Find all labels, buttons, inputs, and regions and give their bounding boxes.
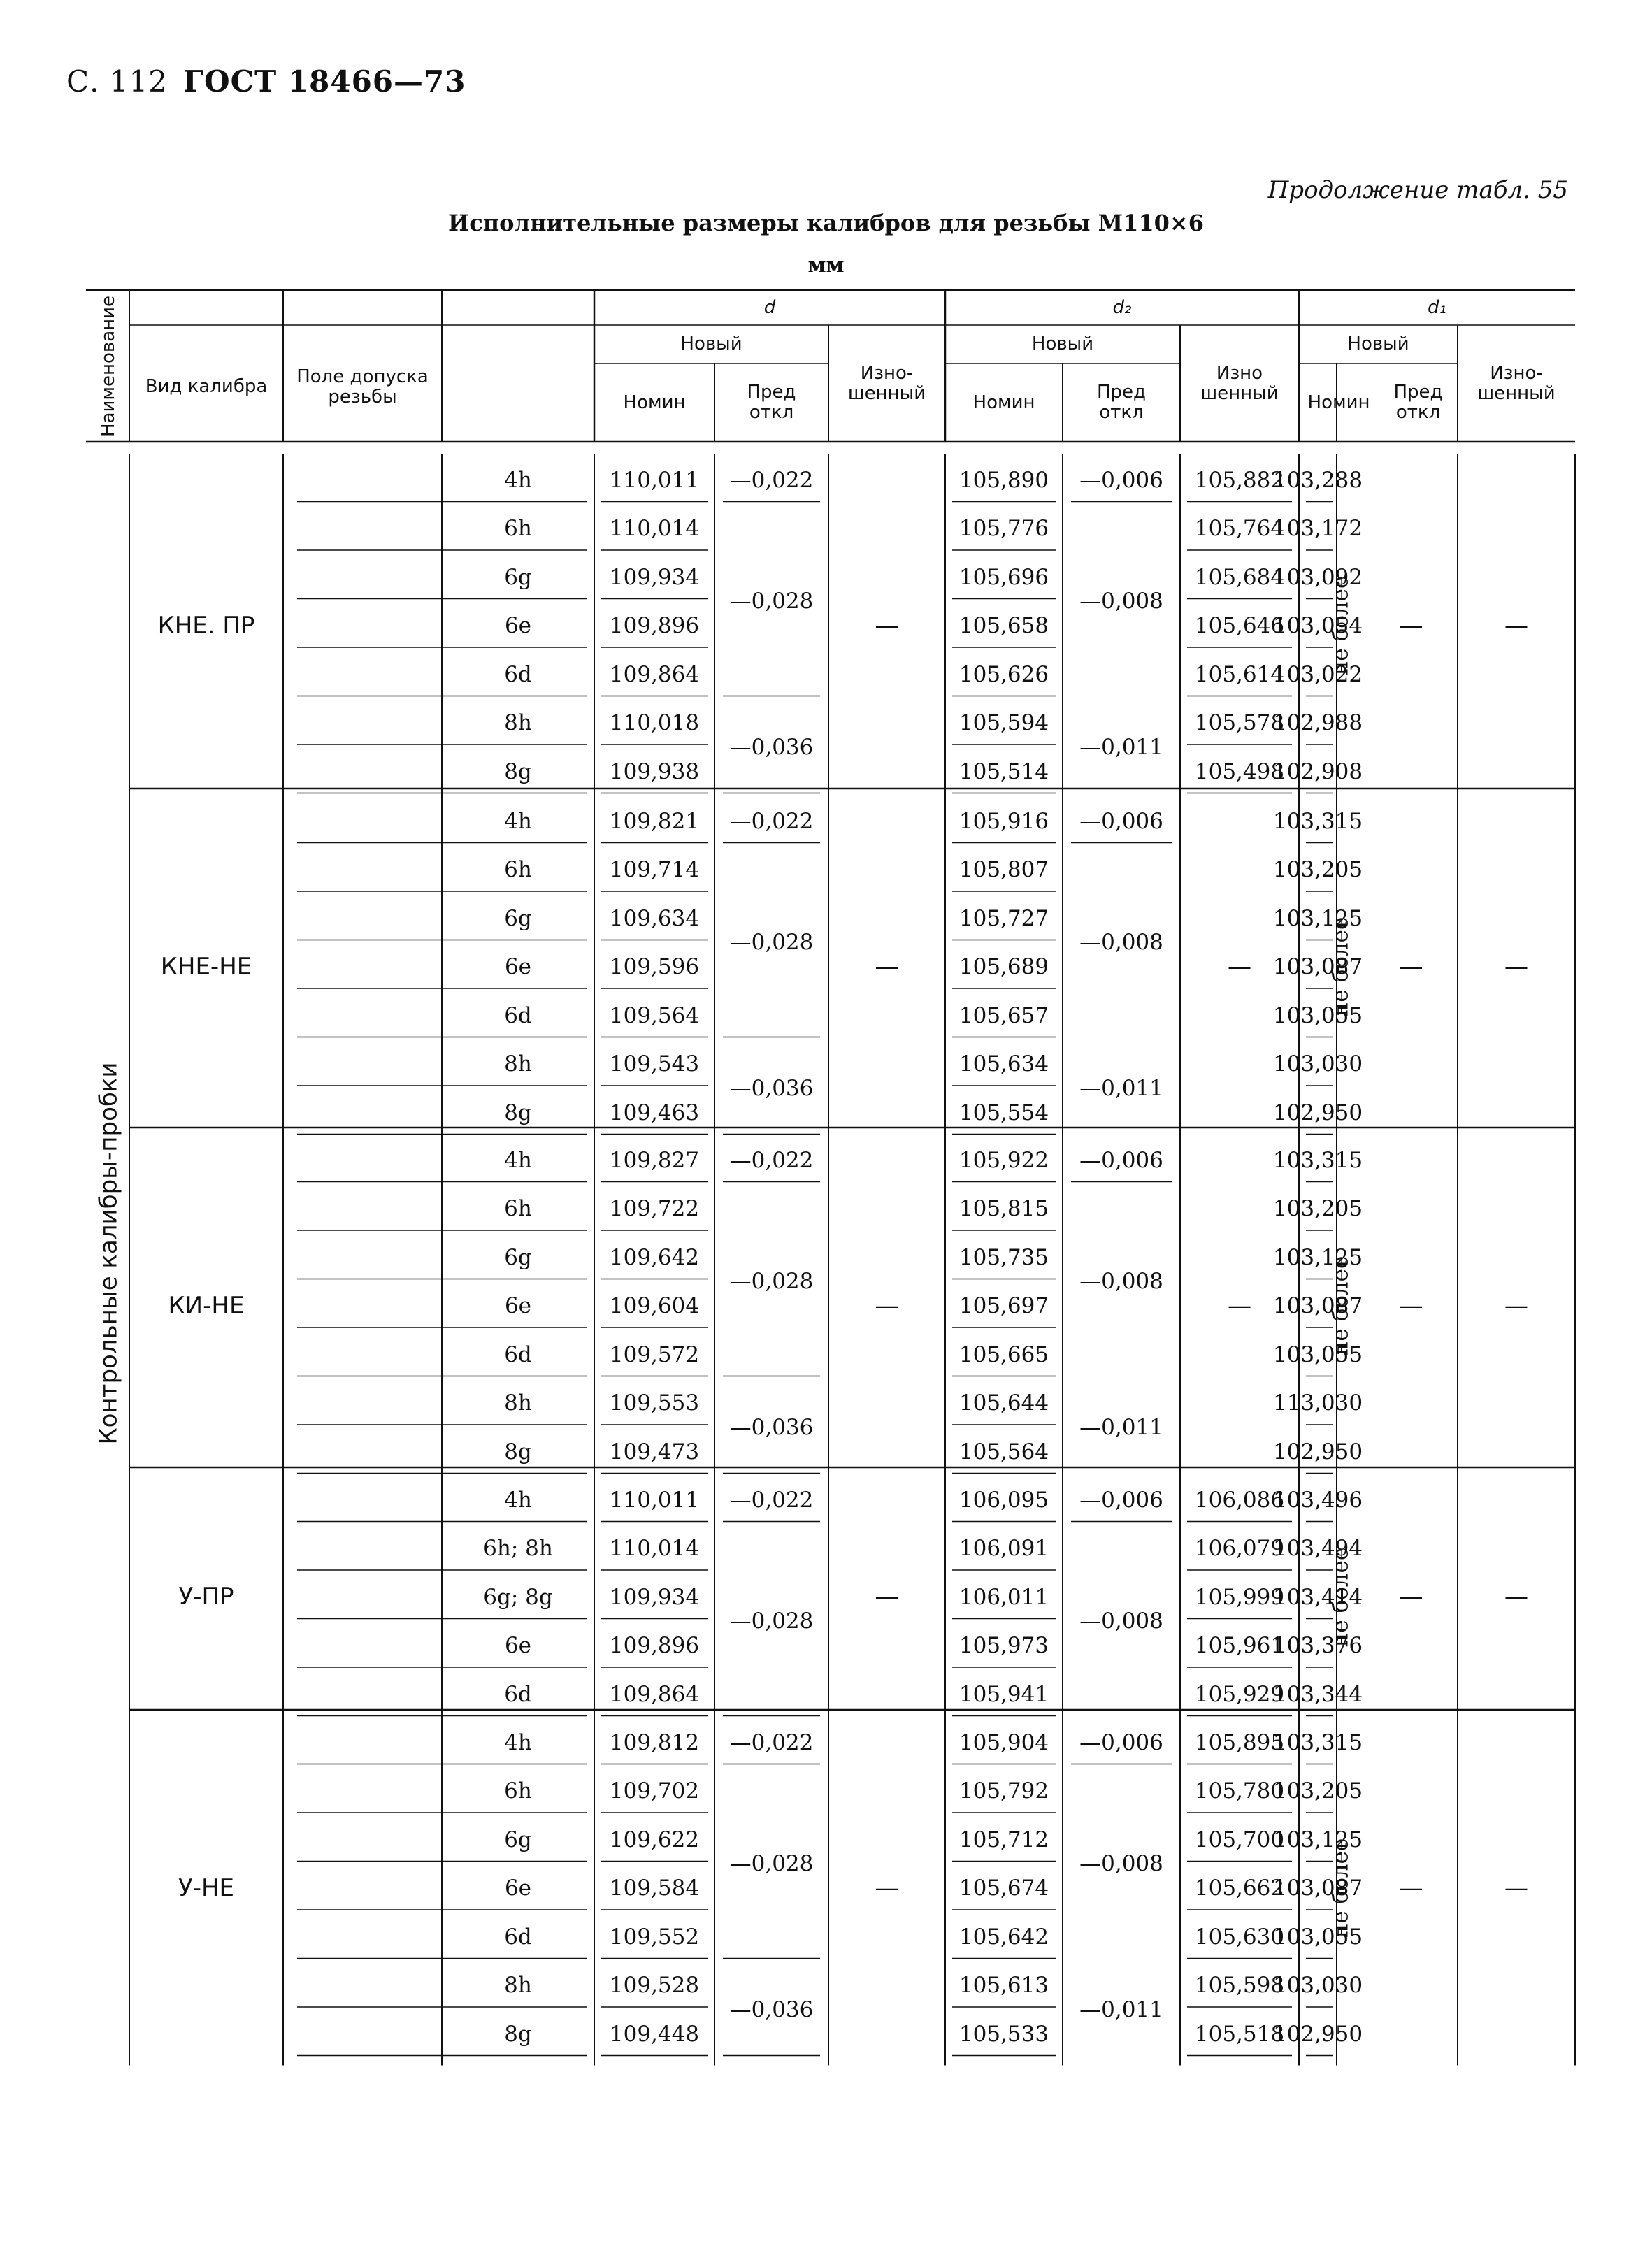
- d2-nominal-cell: 105,665: [958, 1341, 1049, 1367]
- d2-deviation-cell: —0,011: [1079, 734, 1163, 760]
- d-nominal-cell: 109,622: [609, 1827, 700, 1852]
- tolerance-cell: 6g: [504, 905, 532, 931]
- d1-nominal-cell: 103,055: [1272, 1341, 1363, 1367]
- table-title: Исполнительные размеры калибров для резьбы М110×6: [448, 210, 1204, 236]
- tolerance-cell: 8h: [504, 1390, 532, 1416]
- d2-worn-cell: —: [1228, 952, 1251, 981]
- d2-deviation-cell: —0,011: [1079, 1414, 1163, 1440]
- d1-nominal-cell: 103,092: [1272, 564, 1363, 590]
- group-name-1: КНЕ-НЕ: [160, 952, 252, 981]
- d2-worn-cell: 105,882: [1194, 467, 1285, 493]
- tolerance-cell: 8g: [504, 1100, 532, 1125]
- d1-worn-cell: —: [1504, 1583, 1528, 1611]
- d-worn-cell: —: [875, 611, 899, 640]
- d1-worn-cell: —: [1504, 1873, 1528, 1902]
- d1-nominal-cell: 103,087: [1272, 1293, 1363, 1319]
- d-nominal-cell: 109,864: [609, 1681, 700, 1707]
- tolerance-cell: 8g: [504, 1439, 532, 1464]
- d-nominal-cell: 109,938: [609, 758, 700, 784]
- table-continuation-note: Продолжение табл. 55: [1267, 176, 1568, 204]
- column-header-d-worn: Изно-шенный: [847, 362, 926, 404]
- d2-deviation-cell: —0,008: [1079, 1851, 1163, 1877]
- d2-worn-cell: 105,614: [1194, 661, 1285, 687]
- tolerance-cell: 6h: [504, 1778, 532, 1804]
- d-nominal-cell: 110,014: [609, 1536, 700, 1562]
- d1-deviation-cell: —: [1399, 952, 1423, 981]
- d2-worn-cell: 105,700: [1194, 1827, 1285, 1852]
- d-nominal-cell: 110,014: [609, 516, 700, 542]
- d2-nominal-cell: 105,697: [958, 1293, 1049, 1319]
- not-more-label: не более: [1327, 1547, 1353, 1648]
- tolerance-cell: 6e: [504, 1293, 532, 1319]
- column-header-deviation-1: Пред откл: [1096, 382, 1147, 423]
- d1-nominal-cell: 103,288: [1272, 467, 1363, 493]
- d1-nominal-cell: 103,054: [1272, 613, 1363, 639]
- d2-nominal-cell: 105,890: [958, 467, 1049, 493]
- d-nominal-cell: 109,463: [609, 1100, 700, 1125]
- column-header-kind: Вид калибра: [145, 376, 268, 398]
- d-nominal-cell: 109,596: [609, 954, 700, 980]
- d-nominal-cell: 109,473: [609, 1439, 700, 1464]
- not-more-label: не более: [1327, 575, 1353, 676]
- d2-worn-cell: 105,518: [1194, 2021, 1285, 2047]
- d1-deviation-cell: —: [1399, 611, 1423, 640]
- d2-nominal-cell: 105,564: [958, 1439, 1049, 1464]
- d2-nominal-cell: 105,922: [958, 1147, 1049, 1173]
- d2-nominal-cell: 105,689: [958, 954, 1049, 980]
- d-deviation-cell: —0,028: [729, 1269, 814, 1295]
- d2-deviation-cell: —0,008: [1079, 1269, 1163, 1295]
- d2-nominal-cell: 105,658: [958, 613, 1049, 639]
- d2-worn-cell: 105,929: [1194, 1681, 1285, 1707]
- d2-nominal-cell: 105,904: [958, 1729, 1049, 1755]
- d2-worn-cell: 106,079: [1194, 1536, 1285, 1562]
- d2-deviation-cell: —0,006: [1079, 1147, 1163, 1173]
- d1-nominal-cell: 103,055: [1272, 1924, 1363, 1950]
- d1-nominal-cell: 103,022: [1272, 661, 1363, 687]
- d1-nominal-cell: 103,125: [1272, 1827, 1363, 1852]
- tolerance-cell: 6g: [504, 1244, 532, 1270]
- d2-worn-cell: 105,684: [1194, 564, 1285, 590]
- d2-nominal-cell: 105,916: [958, 808, 1049, 834]
- d1-nominal-cell: 103,055: [1272, 1002, 1363, 1028]
- d-nominal-cell: 109,634: [609, 905, 700, 931]
- d1-nominal-cell: 103,414: [1272, 1584, 1363, 1610]
- d2-nominal-cell: 105,657: [958, 1002, 1049, 1028]
- d-nominal-cell: 109,564: [609, 1002, 700, 1028]
- tolerance-cell: 6e: [504, 613, 532, 639]
- d1-nominal-cell: 103,125: [1272, 905, 1363, 931]
- d-deviation-cell: —0,036: [729, 1075, 814, 1101]
- d1-worn-cell: —: [1504, 952, 1528, 981]
- tolerance-cell: 8h: [504, 710, 532, 736]
- d2-nominal-cell: 105,727: [958, 905, 1049, 931]
- tolerance-cell: 6d: [504, 661, 532, 687]
- d1-deviation-cell: —: [1399, 1873, 1423, 1902]
- d2-nominal-cell: 105,642: [958, 1924, 1049, 1950]
- d1-nominal-cell: 103,494: [1272, 1536, 1363, 1562]
- group-name-2: КИ-НЕ: [168, 1291, 245, 1320]
- tolerance-cell: 4h: [504, 808, 532, 834]
- d2-worn-cell: 105,764: [1194, 516, 1285, 542]
- d1-nominal-cell: 103,344: [1272, 1681, 1363, 1707]
- d1-nominal-cell: 102,950: [1272, 1439, 1363, 1464]
- d-nominal-cell: 109,722: [609, 1196, 700, 1222]
- d-nominal-cell: 109,714: [609, 857, 700, 883]
- column-header-nominal-1: Номин: [972, 391, 1035, 413]
- d-deviation-cell: —0,022: [729, 1487, 814, 1513]
- column-header-d: d: [763, 296, 776, 318]
- d2-nominal-cell: 105,644: [958, 1390, 1049, 1416]
- d-nominal-cell: 110,018: [609, 710, 700, 736]
- d1-nominal-cell: 102,950: [1272, 2021, 1363, 2047]
- tolerance-cell: 6g: [504, 564, 532, 590]
- column-header-d2-worn: Изно шенный: [1200, 362, 1279, 404]
- tolerance-cell: 4h: [504, 1147, 532, 1173]
- d-deviation-cell: —0,022: [729, 1147, 814, 1173]
- d1-nominal-cell: 102,988: [1272, 710, 1363, 736]
- tolerance-cell: 6e: [504, 1876, 532, 1901]
- d2-nominal-cell: 105,613: [958, 1973, 1049, 1999]
- d-nominal-cell: 109,528: [609, 1973, 700, 1999]
- column-header-deviation-2: Пред откл: [1393, 382, 1443, 423]
- d2-worn-cell: 105,780: [1194, 1778, 1285, 1804]
- page-number: С. 112: [66, 64, 168, 99]
- column-header-deviation-0: Пред откл: [747, 382, 796, 423]
- d1-nominal-cell: 103,376: [1272, 1633, 1363, 1659]
- d2-worn-cell: 106,086: [1194, 1487, 1285, 1513]
- d-nominal-cell: 109,821: [609, 808, 700, 834]
- d-nominal-cell: 109,552: [609, 1924, 700, 1950]
- d1-worn-cell: —: [1504, 1291, 1528, 1320]
- column-header-d2-new: Новый: [1031, 333, 1094, 355]
- d2-nominal-cell: 106,091: [958, 1536, 1049, 1562]
- tolerance-cell: 6g; 8g: [483, 1584, 553, 1610]
- d2-deviation-cell: —0,008: [1079, 1608, 1163, 1634]
- d2-nominal-cell: 105,815: [958, 1196, 1049, 1222]
- column-header-tolerance: Поле допуска резьбы: [296, 366, 429, 408]
- d1-nominal-cell: 103,205: [1272, 1196, 1363, 1222]
- d-nominal-cell: 109,934: [609, 564, 700, 590]
- tolerance-cell: 6e: [504, 954, 532, 980]
- d2-nominal-cell: 105,807: [958, 857, 1049, 883]
- column-header-nominal-2: Номин: [1307, 391, 1370, 413]
- tolerance-cell: 4h: [504, 467, 532, 493]
- column-header-name: Наименование: [98, 295, 120, 437]
- d2-nominal-cell: 106,095: [958, 1487, 1049, 1513]
- d-deviation-cell: —0,036: [729, 1996, 814, 2022]
- column-header-d1-new: Новый: [1347, 333, 1409, 355]
- d1-nominal-cell: 103,496: [1272, 1487, 1363, 1513]
- d1-deviation-cell: —: [1399, 1583, 1423, 1611]
- d-nominal-cell: 109,896: [609, 613, 700, 639]
- vertical-group-label: Контрольные калибры-пробки: [94, 1062, 123, 1445]
- tolerance-cell: 6e: [504, 1633, 532, 1659]
- tolerance-cell: 8g: [504, 758, 532, 784]
- d2-worn-cell: —: [1228, 1291, 1251, 1320]
- d2-worn-cell: 105,646: [1194, 613, 1285, 639]
- tolerance-cell: 6g: [504, 1827, 532, 1852]
- d-deviation-cell: —0,036: [729, 1414, 814, 1440]
- d1-nominal-cell: 102,908: [1272, 758, 1363, 784]
- d1-nominal-cell: 103,087: [1272, 1876, 1363, 1901]
- d-nominal-cell: 109,864: [609, 661, 700, 687]
- d2-worn-cell: 105,895: [1194, 1729, 1285, 1755]
- d-deviation-cell: —0,028: [729, 589, 814, 614]
- d-worn-cell: —: [875, 1873, 899, 1902]
- d-deviation-cell: —0,028: [729, 1851, 814, 1877]
- d-worn-cell: —: [875, 1291, 899, 1320]
- d2-deviation-cell: —0,006: [1079, 1487, 1163, 1513]
- d1-nominal-cell: 103,205: [1272, 1778, 1363, 1804]
- d2-worn-cell: 105,578: [1194, 710, 1285, 736]
- d2-deviation-cell: —0,011: [1079, 1075, 1163, 1101]
- d-deviation-cell: —0,036: [729, 734, 814, 760]
- d-nominal-cell: 109,702: [609, 1778, 700, 1804]
- d-deviation-cell: —0,022: [729, 467, 814, 493]
- column-header-d-new: Новый: [680, 333, 742, 355]
- d-worn-cell: —: [875, 952, 899, 981]
- d-nominal-cell: 109,896: [609, 1633, 700, 1659]
- d1-nominal-cell: 103,205: [1272, 857, 1363, 883]
- d-nominal-cell: 109,642: [609, 1244, 700, 1270]
- d2-nominal-cell: 105,696: [958, 564, 1049, 590]
- tolerance-cell: 8h: [504, 1051, 532, 1077]
- d2-nominal-cell: 106,011: [958, 1584, 1049, 1610]
- d2-nominal-cell: 105,514: [958, 758, 1049, 784]
- d2-nominal-cell: 105,792: [958, 1778, 1049, 1804]
- d2-deviation-cell: —0,006: [1079, 467, 1163, 493]
- table-unit: мм: [807, 253, 845, 278]
- not-more-label: не более: [1327, 1255, 1353, 1356]
- group-name-0: КНЕ. ПР: [157, 611, 255, 640]
- d1-nominal-cell: 103,315: [1272, 808, 1363, 834]
- d2-nominal-cell: 105,712: [958, 1827, 1049, 1852]
- d2-worn-cell: 105,999: [1194, 1584, 1285, 1610]
- d1-nominal-cell: 113,030: [1272, 1390, 1363, 1416]
- group-name-4: У-НЕ: [178, 1873, 235, 1902]
- d2-nominal-cell: 105,533: [958, 2021, 1049, 2047]
- d-deviation-cell: —0,028: [729, 1608, 814, 1634]
- d2-nominal-cell: 105,554: [958, 1100, 1049, 1125]
- d2-worn-cell: 105,498: [1194, 758, 1285, 784]
- d2-deviation-cell: —0,006: [1079, 1729, 1163, 1755]
- d2-nominal-cell: 105,626: [958, 661, 1049, 687]
- d-nominal-cell: 109,448: [609, 2021, 700, 2047]
- d-nominal-cell: 109,604: [609, 1293, 700, 1319]
- d1-deviation-cell: —: [1399, 1291, 1423, 1320]
- d-nominal-cell: 109,934: [609, 1584, 700, 1610]
- column-header-d2: d₂: [1112, 296, 1132, 318]
- d-deviation-cell: —0,022: [729, 1729, 814, 1755]
- d2-nominal-cell: 105,674: [958, 1876, 1049, 1901]
- d-nominal-cell: 109,543: [609, 1051, 700, 1077]
- tolerance-cell: 6h; 8h: [483, 1536, 553, 1562]
- d1-nominal-cell: 103,315: [1272, 1729, 1363, 1755]
- d2-nominal-cell: 105,776: [958, 516, 1049, 542]
- d2-nominal-cell: 105,735: [958, 1244, 1049, 1270]
- d-worn-cell: —: [875, 1583, 899, 1611]
- d2-worn-cell: 105,662: [1194, 1876, 1285, 1901]
- standard-code: ГОСТ 18466—73: [183, 64, 466, 99]
- d-deviation-cell: —0,028: [729, 930, 814, 956]
- d-nominal-cell: 109,827: [609, 1147, 700, 1173]
- d-nominal-cell: 109,812: [609, 1729, 700, 1755]
- d1-nominal-cell: 103,125: [1272, 1244, 1363, 1270]
- tolerance-cell: 6d: [504, 1002, 532, 1028]
- d2-worn-cell: 105,961: [1194, 1633, 1285, 1659]
- group-name-3: У-ПР: [178, 1583, 234, 1611]
- d-nominal-cell: 109,572: [609, 1341, 700, 1367]
- tolerance-cell: 6h: [504, 516, 532, 542]
- column-header-nominal-0: Номин: [623, 391, 686, 413]
- d2-deviation-cell: —0,008: [1079, 589, 1163, 614]
- column-header-d1: d₁: [1428, 296, 1446, 318]
- d-nominal-cell: 110,011: [609, 1487, 700, 1513]
- tolerance-cell: 8g: [504, 2021, 532, 2047]
- d1-nominal-cell: 103,087: [1272, 954, 1363, 980]
- d2-deviation-cell: —0,006: [1079, 808, 1163, 834]
- tolerance-cell: 6d: [504, 1681, 532, 1707]
- tolerance-cell: 6d: [504, 1924, 532, 1950]
- not-more-label: не более: [1327, 1838, 1353, 1938]
- d1-nominal-cell: 103,172: [1272, 516, 1363, 542]
- not-more-label: не более: [1327, 916, 1353, 1017]
- tolerance-cell: 4h: [504, 1487, 532, 1513]
- tolerance-cell: 6h: [504, 857, 532, 883]
- d1-nominal-cell: 103,315: [1272, 1147, 1363, 1173]
- tolerance-cell: 6h: [504, 1196, 532, 1222]
- d1-worn-cell: —: [1504, 611, 1528, 640]
- d-nominal-cell: 109,584: [609, 1876, 700, 1901]
- column-header-d1-worn: Изно-шенный: [1477, 362, 1556, 404]
- d2-nominal-cell: 105,634: [958, 1051, 1049, 1077]
- tolerance-cell: 8h: [504, 1973, 532, 1999]
- d2-deviation-cell: —0,008: [1079, 930, 1163, 956]
- d-nominal-cell: 109,553: [609, 1390, 700, 1416]
- d-deviation-cell: —0,022: [729, 808, 814, 834]
- d-nominal-cell: 110,011: [609, 467, 700, 493]
- d2-nominal-cell: 105,594: [958, 710, 1049, 736]
- d2-nominal-cell: 105,941: [958, 1681, 1049, 1707]
- d2-deviation-cell: —0,011: [1079, 1996, 1163, 2022]
- tolerance-cell: 6d: [504, 1341, 532, 1367]
- d2-worn-cell: 105,598: [1194, 1973, 1285, 1999]
- d1-nominal-cell: 103,030: [1272, 1973, 1363, 1999]
- d1-nominal-cell: 103,030: [1272, 1051, 1363, 1077]
- d1-nominal-cell: 102,950: [1272, 1100, 1363, 1125]
- d2-worn-cell: 105,630: [1194, 1924, 1285, 1950]
- d2-nominal-cell: 105,973: [958, 1633, 1049, 1659]
- tolerance-cell: 4h: [504, 1729, 532, 1755]
